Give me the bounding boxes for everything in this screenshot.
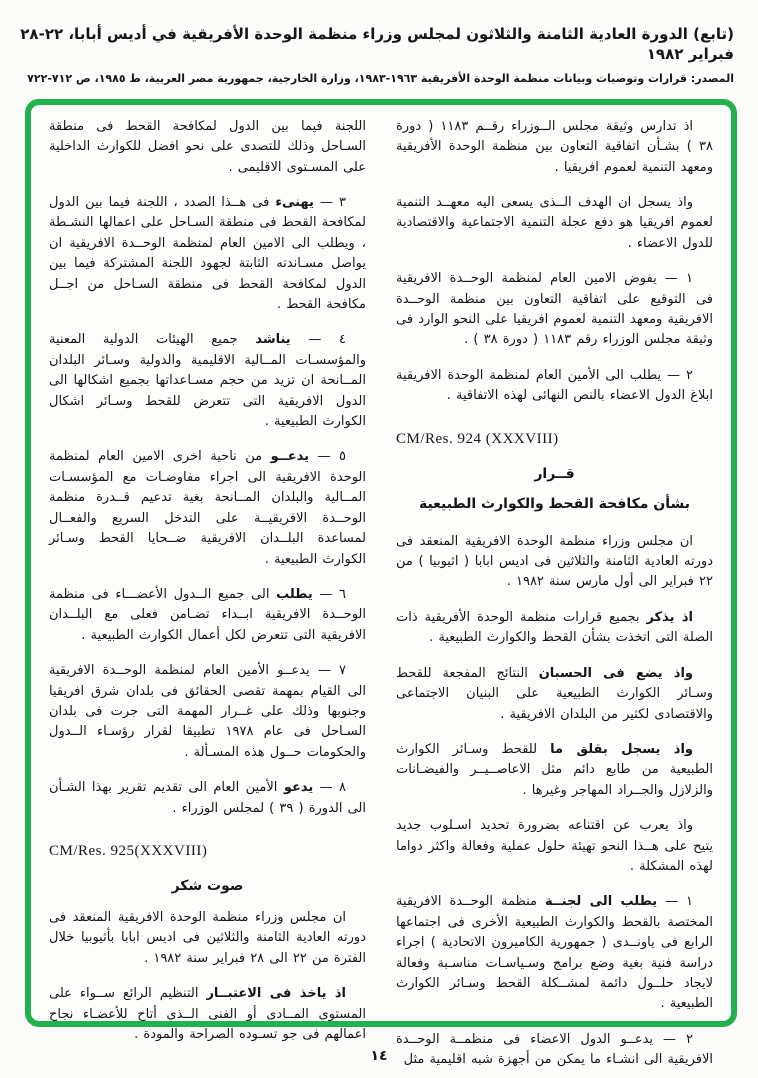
right-column [396,117,713,1068]
paragraph-text: من ناحية اخرى الامين العام لمنظمة الوحدة الافريقية الى اجراء مفاوضـات مع المؤسسـات المــالية والبلدان المــانحة بغية تدعيم قــدرة منظمة الوحــدة الافريقيــة على التدخل السريع والفعــال لمساعدة البلــدان الافريقية ضــحايا القحط وسـائر الكوارث الطبيعية . [49,449,366,567]
resolution-number-924: CM/Res. 924 (XXXVIII) [396,430,559,447]
paragraph-text: ١ — [657,894,694,910]
paragraph [49,908,366,969]
paragraph [396,740,713,801]
left-column [49,117,366,1043]
paragraph-bold-lead: اذ ياخذ فى الاعتبــار [206,986,346,1002]
paragraph [396,664,713,725]
paragraph-text: ٢ — يطلب الى الأمين العام لمنظمة الوحدة الافريقية ابلاغ الدول الاعضاء بالنص النهائى لهذه الاتفاقية . [396,367,713,404]
paragraph-bold-lead: يطلب [276,586,313,602]
continuation-paragraph [49,117,366,178]
paragraph-text: منظمة الوحــدة الافريقية المختصة بالقحط والكوارث الطبيعية الأخرى فى اجتماعها الرابع فى ياونــدى ( جمهورية الكاميرون الاتحادية ) اجراء دراسة فنية بغية وضع برامج وسـياسـات مناسـبة وفعالة لايجاد حلــول دائمة لمشــكلة القحط وسـائر الكوارث الطبيعية . [396,894,713,1012]
paragraph-text: التنظيم الرائع ســواء على المستوى المــادى أو الفنى الــذى أتاح للأعضـاء نجاح اعمالهم فى جو تسـوده الصراحة والمودة . [49,986,366,1043]
paragraph [396,816,713,877]
paragraph-text: ٣ — [313,195,346,211]
paragraph [396,532,713,593]
numbered-clause-2 [396,366,713,407]
numbered-clause-7 [49,661,366,763]
paragraph [396,193,713,254]
paragraph-text: ١ — يفوض الامين العام لمنظمة الوحــدة الافريقية فى التوقيع على اتفاقية التعاون بين منظمة الوحــدة الافريقية ومعهد التنمية لعموم افريقيا على النحو الوارد فى وثيقة مجلس الوزراء رقم ١١٨٣ ( دورة ٣٨ ) . [396,271,713,348]
numbered-clause-1 [396,269,713,351]
paragraph [396,608,713,649]
paragraph-bold-lead: يهنىء [275,195,314,211]
paragraph-bold-lead: واذ يسجل بقلق ما [550,741,694,757]
resolution-subheading: بشأن مكافحة القحط والكوارث الطبيعية [418,495,691,512]
paragraph-text: ٤ — [290,332,346,348]
paragraph-bold-lead: يناشد [255,332,291,348]
paragraph-text: ان مجلس وزراء منظمة الوحدة الافريقية المنعقد فى دورته العادية الثامنة والثلاثين فى اديس ابابا ( اثيوبيا ) من ٢٢ فبراير الى أول مارس سنة ١٩٨٢ . [396,533,713,590]
numbered-clause-8 [49,778,366,819]
resolution-number-925: CM/Res. 925(XXXVIII) [49,842,208,859]
numbered-clause-1 [396,892,713,1014]
paragraph-bold-lead: يدعــو [270,449,309,465]
paragraph-text: الأمين العام الى تقديم تقرير بهذا الشـأن الى الدورة ( ٣٩ ) لمجلس الوزراء . [49,780,366,816]
paragraph-text: بجميع قرارات منظمة الوحدة الأفريقية ذات الصلة التى اتخذت بشأن القحط والكوارث الطبيعية . [396,609,713,646]
paragraph-text: ٦ — [312,586,347,602]
paragraph-text: جميع الهيئات الدولية المعنية والمؤسسـات المــالية الاقليمية والدولية وسـائر البلدان المــانحة ان تزيد من حجم مسـاعداتها بجميع اشكالها الى الدول الافريقية التى تتعرض للقحط وسـائر اشكال الكوارث الطبيعية . [49,332,366,430]
numbered-clause-3 [49,193,366,315]
numbered-clause-4 [49,330,366,432]
header-source-line: المصدر: قرارات وتوصيات وبيانات منظمة الوحدة الأفريقية ١٩٦٣-١٩٨٣، وزارة الخارجية، جمهورية مصر العربية، ط ١٩٨٥، ص ٧١٢-٧٢٢ [27,71,734,85]
paragraph-text: فى هــذا الصدد ، اللجنة فيما بين الدول لمكافحة القحط فى منطقة السـاحل على اعمالها النشـطة ، ويطلب الى الامين العام لمنظمة الوحــدة الافريقية ان يواصل مسـاندته الثابتة لجهود اللجنة المشتركة فيما بين الدول لمكافحة القحط فى منطقة السـاحل من اجــل مكافحة القحط . [49,195,366,313]
numbered-clause-6 [49,585,366,646]
paragraph-bold-lead: واذ يضع فى الحسبان [538,665,693,681]
paragraph [49,984,366,1045]
paragraph-text: ٢ — يدعــو الدول الاعضاء فى منظمــة الوحــدة الافريقية الى انشـاء ما يمكن من أجهزة شبه اقليمية مثل [396,1031,713,1068]
paragraph-text: ان مجلس وزراء منظمة الوحدة الافريقية المنعقد فى دورته العادية الثامنة والثلاثين فى اديس ابابا بأثيوبيا خلال الفترة من ٢٢ الى ٢٨ فبراير سنة ١٩٨٢ . [49,909,366,966]
header-session-title: (تابع) الدورة العادية الثامنة والثلاثون لمجلس وزراء منظمة الوحدة الأفريقية في أديس أبابا، ٢٢-٢٨ فبراير ١٩٨٢ [20,25,734,64]
paragraph-text: الى جميع الــدول الأعضـــاء فى منظمة الوحــدة الافريقية ابــداء تضـامن فعلى مع البلــدان الافريقية التى تتعرض لكل أعمال الكوارث الطبيعية . [49,586,366,643]
paragraph-text: واذ يسجل ان الهدف الــذى يسعى اليه معهــد التنمية لعموم افريقيا هو دفع عجلة التنمية الاجتماعية والاقتصادية للدول الاعضاء . [396,195,713,251]
page-header [0,0,758,86]
vote-of-thanks-heading: صوت شكر [171,877,244,894]
paragraph [396,117,713,178]
paragraph-text: اللجنة فيما بين الدول لمكافحة القحط فى منطقة السـاحل وذلك للتصدى على نحو افضل للكوارث الداخلية على المسـتوى الاقليمى . [49,118,366,175]
paragraph-text: واذ يعرب عن اقتناعه بضرورة تحديد اسـلوب جديد يتيح على هــذا النحو تهيئة حلول عملية وفعالة واكثر دواما لهذه المشكلة . [396,818,713,874]
paragraph-bold-lead: يدعو [283,780,314,796]
paragraph-text: اذ تدارس وثيقة مجلس الــوزراء رقــم ١١٨٣ ( دورة ٣٨ ) بشـأن اتفاقية التعاون بين منظمة الوحدة الأفريقية ومعهد التنمية لعموم افريقيا . [396,118,713,175]
paragraph-bold-lead: اذ يذكر [646,609,693,625]
paragraph-text: النتائج المفجعة للقحط وسـائر الكوارث الطبيعية على البنيان الاجتماعى والاقتصادى لكثير من البلدان الافريقية . [396,665,713,722]
resolution-heading: قــرار [534,465,575,482]
paragraph-text: ٧ — يدعــو الأمين العام لمنظمة الوحــدة الافريقية الى القيام بمهمة تقصى الحقائق فى بلدان شرق افريقيا وجنوبها وذلك على غــرار المهمة التى جرت فى بلدان السـاحل فى عام ١٩٧٨ تطبيقا لقرار رؤسـاء الــدول والحكومات حــول هذه المسـألة . [49,663,366,760]
paragraph-bold-lead: يطلب الى لجنــة [544,894,658,910]
page-number: ١٤ [370,1048,388,1064]
paragraph-text: ٥ — [308,449,346,465]
numbered-clause-5 [49,447,366,569]
paragraph-text: للقحط وسـائر الكوارث الطبيعية من طابع دائم مثل الاعاصــيــر والفيضـانات والزلازل والجــراد المهاجر وغيرها . [396,741,713,798]
paragraph-text: ٨ — [313,780,347,796]
